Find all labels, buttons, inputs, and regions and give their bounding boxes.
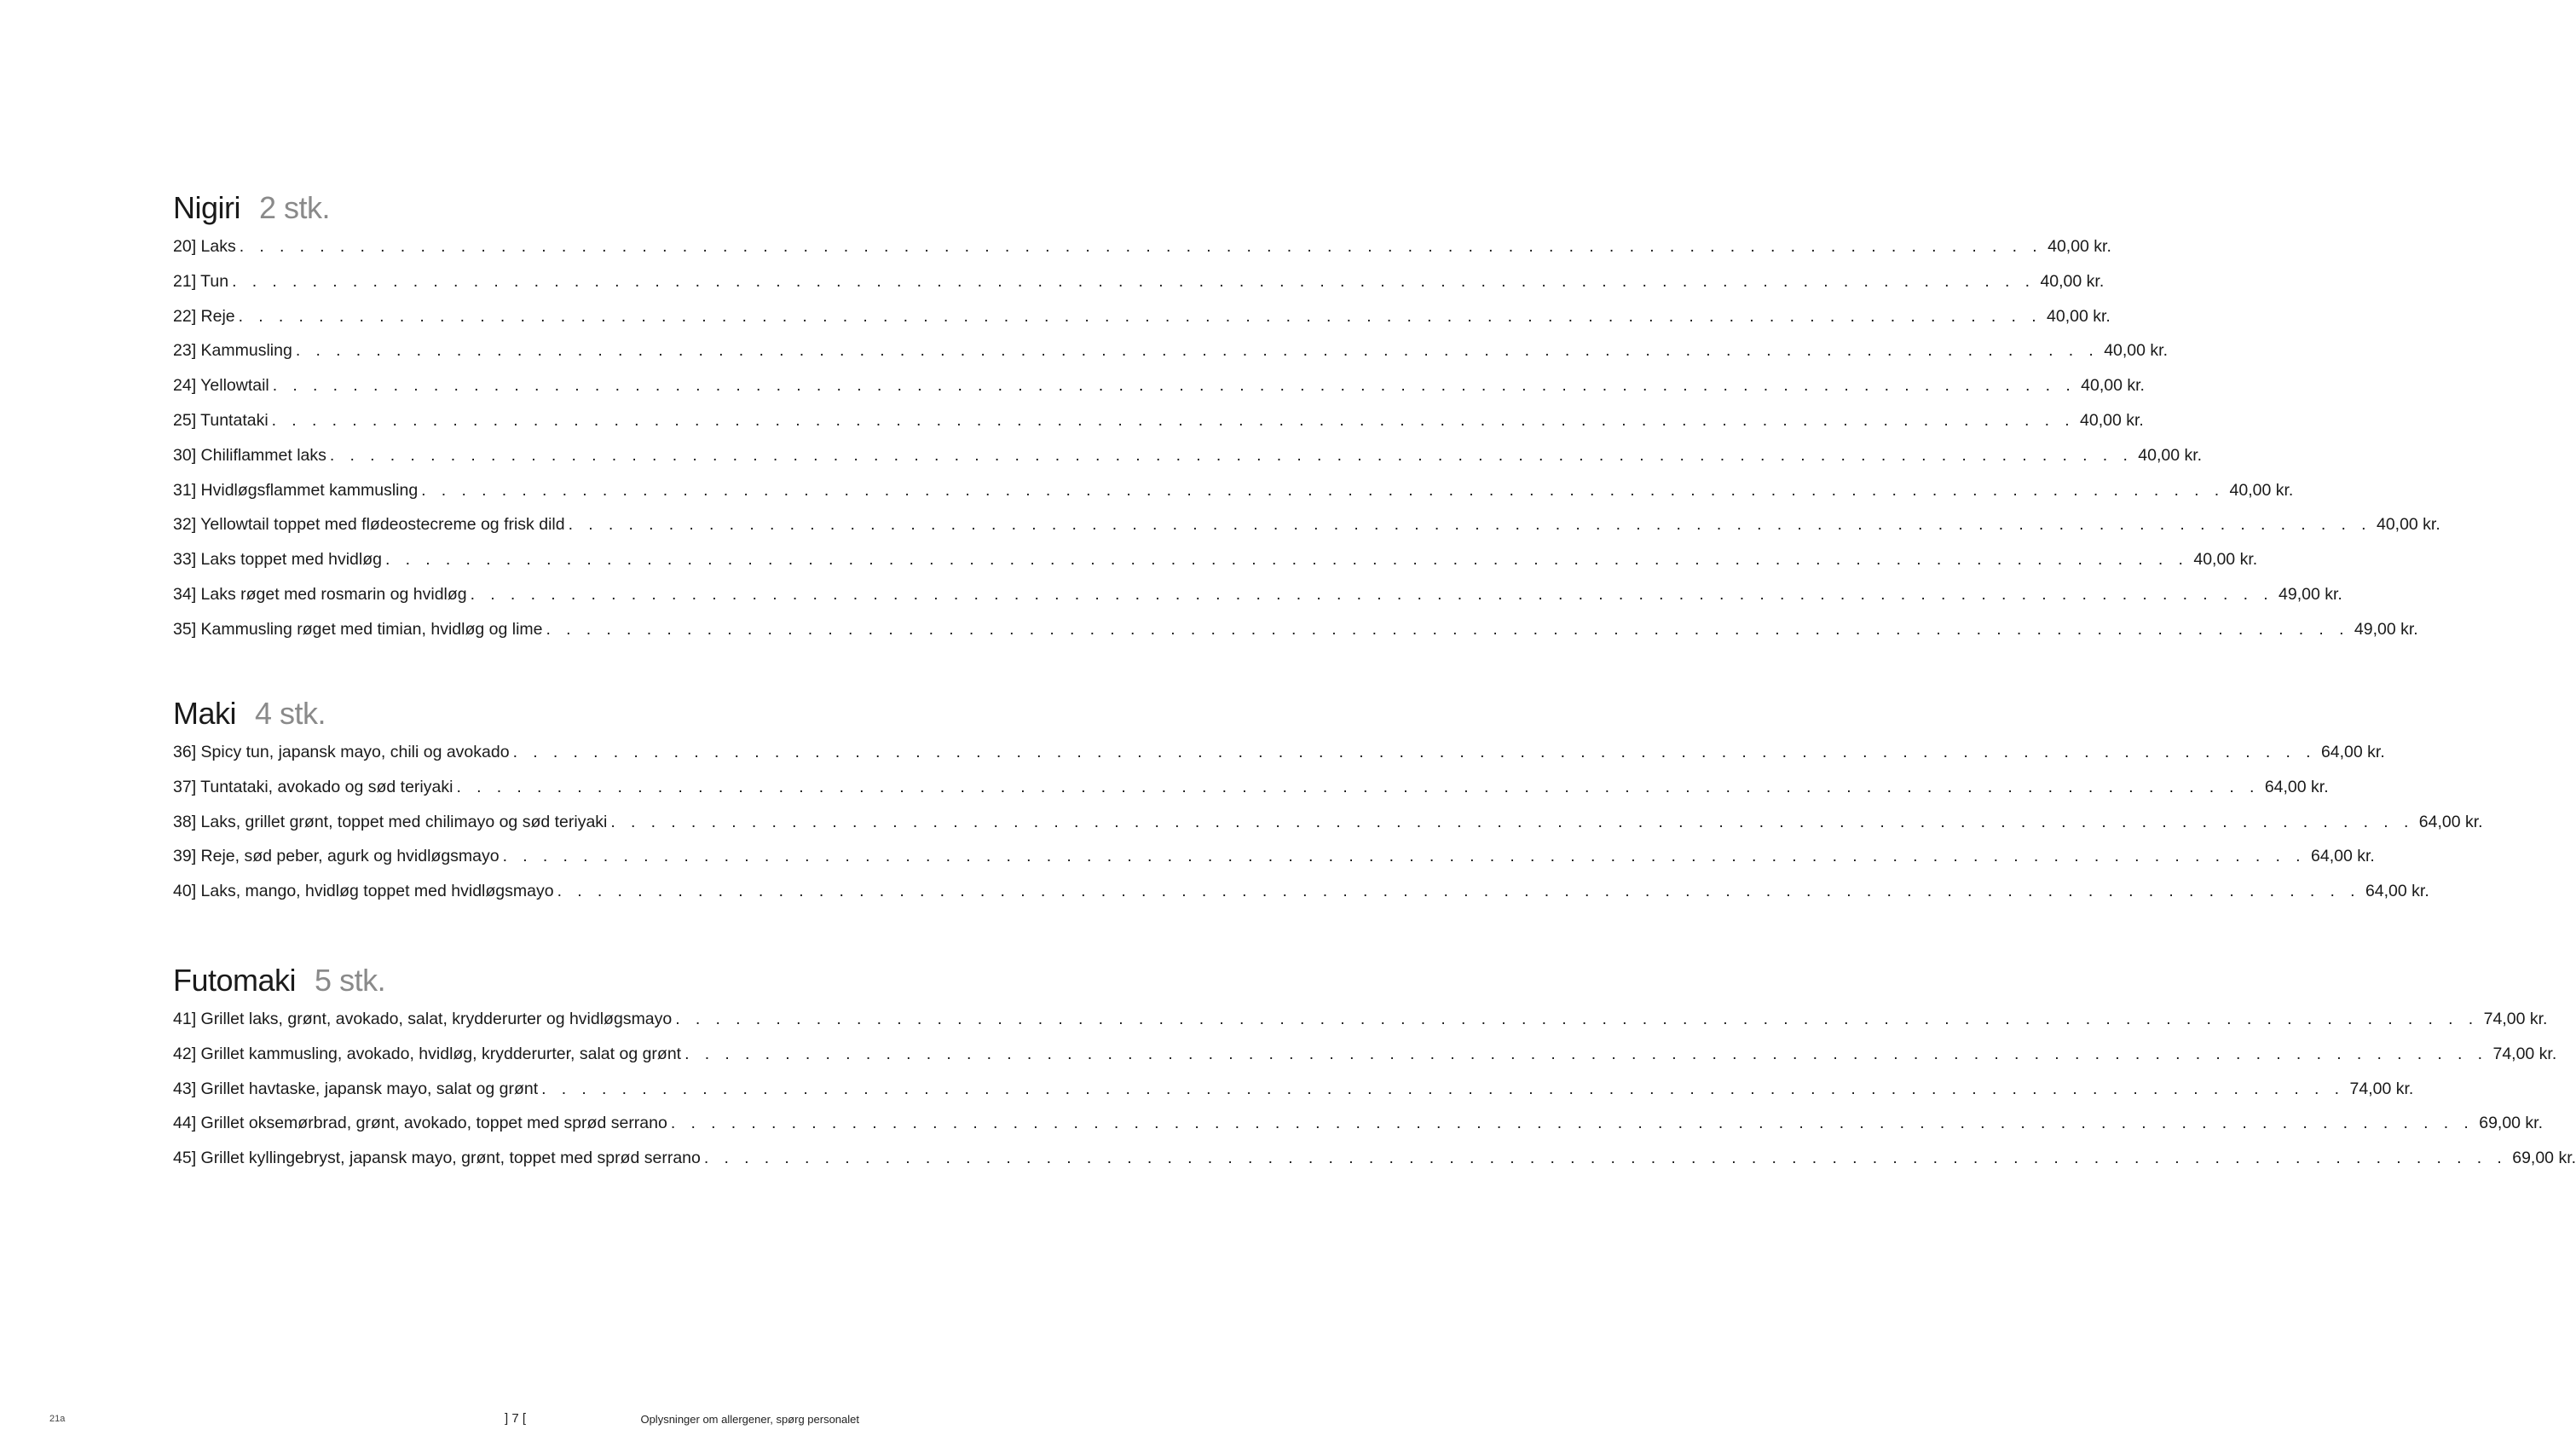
section-title: [173, 961, 859, 1000]
menu-item: [173, 874, 2429, 909]
menu-item-price: 49,00 kr.: [2354, 619, 2418, 639]
menu-item: [173, 612, 2418, 647]
menu-item-name: 30] Chiliflammet laks: [173, 445, 326, 465]
menu-item: [173, 577, 2342, 612]
menu-item-price: 74,00 kr.: [2483, 1010, 2548, 1028]
menu-item-price: 64,00 kr.: [2320, 743, 2385, 761]
menu-item: [173, 507, 2440, 542]
dot-leader: . . . . . . . . . . . . . . . . . . . . . . . . . . . . . . . . . . . . . . . . . . . . . . . . . . . . . . . . . . . . . . . . . . . . . . . . . . . . . . . . . . . . . . . . . .: [541, 1079, 2345, 1098]
menu-item-price: 40,00 kr.: [2104, 341, 2169, 361]
menu-item-price: 40,00 kr.: [2047, 306, 2111, 326]
menu-item-name: 39] Reje, sød peber, agurk og hvidløgsmayo: [173, 847, 500, 866]
section-title-text: Futomaki: [173, 963, 297, 998]
dot-leader: . . . . . . . . . . . . . . . . . . . . . . . . . . . . . . . . . . . . . . . . . . . . . . . . . . . . . . . . . . . . . . . . . . . . . . . . . . . . . . . . . . . . . . . . . .: [384, 550, 2189, 570]
dot-leader: . . . . . . . . . . . . . . . . . . . . . . . . . . . . . . . . . . . . . . . . . . . . . . . . . . . . . . . . . . . . . . . . . . . . . . . . . . . . . . . . . . . . . . . . . .: [557, 882, 2360, 901]
menu-item-name: 23] Kammusling: [173, 341, 292, 361]
menu-item-price: 40,00 kr.: [2138, 445, 2203, 465]
menu-item: [173, 839, 2375, 874]
menu-item-name: 33] Laks toppet med hvidløg: [173, 550, 382, 570]
menu-item: [173, 333, 2169, 368]
menu-item-name: 36] Spicy tun, japansk mayo, chili og avokado: [173, 743, 510, 761]
menu-item-price: 40,00 kr.: [2040, 271, 2105, 291]
menu-item: [173, 264, 2105, 299]
menu-item: [173, 542, 2258, 577]
menu-item-name: 44] Grillet oksemørbrad, grønt, avokado, toppet med sprød serrano: [173, 1114, 667, 1133]
dot-leader: . . . . . . . . . . . . . . . . . . . . . . . . . . . . . . . . . . . . . . . . . . . . . . . . . . . . . . . . . . . . . . . . . . . . . . . . . . . . . . . . . . . . . . . . . .: [512, 743, 2316, 761]
menu-item-price: 49,00 kr.: [2279, 584, 2342, 604]
dot-leader: . . . . . . . . . . . . . . . . . . . . . . . . . . . . . . . . . . . . . . . . . . . . . . . . . . . . . . . . . . . . . . . . . . . . . . . . . . . . . . . . . . . . . . . . . .: [703, 1149, 2508, 1168]
menu-item-name: 38] Laks, grillet grønt, toppet med chilimayo og sød teriyaki: [173, 812, 608, 831]
menu-item-price: 74,00 kr.: [2349, 1079, 2414, 1098]
dot-leader: . . . . . . . . . . . . . . . . . . . . . . . . . . . . . . . . . . . . . . . . . . . . . . . . . . . . . . . . . . . . . . . . . . . . . . . . . . . . . . . . . . . . . . . . . .: [239, 237, 2043, 256]
section-title: [173, 188, 859, 228]
dot-leader: . . . . . . . . . . . . . . . . . . . . . . . . . . . . . . . . . . . . . . . . . . . . . . . . . . . . . . . . . . . . . . . . . . . . . . . . . . . . . . . . . . . . . . . . . .: [238, 306, 2042, 326]
menu-item-price: 64,00 kr.: [2311, 847, 2375, 866]
menu-item: [173, 368, 2145, 403]
dot-leader: . . . . . . . . . . . . . . . . . . . . . . . . . . . . . . . . . . . . . . . . . . . . . . . . . . . . . . . . . . . . . . . . . . . . . . . . . . . . . . . . . . . . . . . . . .: [271, 410, 2076, 430]
menu-item-name: 37] Tuntataki, avokado og sød teriyaki: [173, 777, 453, 796]
menu-item-price: 74,00 kr.: [2492, 1044, 2557, 1063]
menu-item-price: 40,00 kr.: [2229, 480, 2294, 500]
dot-leader: . . . . . . . . . . . . . . . . . . . . . . . . . . . . . . . . . . . . . . . . . . . . . . . . . . . . . . . . . . . . . . . . . . . . . . . . . . . . . . . . . . . . . . . . . .: [670, 1114, 2475, 1133]
menu-item: [173, 1106, 2544, 1141]
menu-item: [173, 1072, 2414, 1107]
menu-item: [173, 1002, 2548, 1037]
menu-item-price: 40,00 kr.: [2080, 410, 2144, 430]
menu-item-name: 20] Laks: [173, 237, 236, 256]
menu-item-name: 43] Grillet havtaske, japansk mayo, salat og grønt: [173, 1079, 539, 1098]
section-title: [173, 694, 859, 733]
allergen-note: Oplysninger om allergener, spørg personalet: [640, 1413, 859, 1426]
menu-item-price: 40,00 kr.: [2193, 550, 2258, 570]
section-count: 5 stk.: [315, 963, 386, 998]
menu-item-name: 21] Tun: [173, 271, 229, 291]
menu-item-name: 35] Kammusling røget med timian, hvidløg og lime: [173, 619, 543, 639]
section-count: 2 stk.: [259, 190, 331, 225]
dot-leader: . . . . . . . . . . . . . . . . . . . . . . . . . . . . . . . . . . . . . . . . . . . . . . . . . . . . . . . . . . . . . . . . . . . . . . . . . . . . . . . . . . . . . . . . . .: [546, 619, 2349, 639]
menu-item-name: 41] Grillet laks, grønt, avokado, salat, krydderurter og hvidløgsmayo: [173, 1010, 673, 1028]
menu-item-price: 64,00 kr.: [2365, 882, 2429, 901]
menu-item-name: 25] Tuntataki: [173, 410, 269, 430]
menu-item-price: 64,00 kr.: [2264, 777, 2329, 796]
menu-item-name: 42] Grillet kammusling, avokado, hvidløg, krydderurter, salat og grønt: [173, 1044, 682, 1063]
dot-leader: . . . . . . . . . . . . . . . . . . . . . . . . . . . . . . . . . . . . . . . . . . . . . . . . . . . . . . . . . . . . . . . . . . . . . . . . . . . . . . . . . . . . . . . . . .: [675, 1010, 2479, 1028]
menu-item-name: 40] Laks, mango, hvidløg toppet med hvidløgsmayo: [173, 882, 554, 901]
menu-item-price: 40,00 kr.: [2081, 376, 2145, 396]
dot-leader: . . . . . . . . . . . . . . . . . . . . . . . . . . . . . . . . . . . . . . . . . . . . . . . . . . . . . . . . . . . . . . . . . . . . . . . . . . . . . . . . . . . . . . . . . .: [470, 584, 2274, 604]
menu-item-price: 40,00 kr.: [2048, 237, 2111, 256]
page-code: 21a: [49, 1414, 66, 1424]
menu-item-name: 22] Reje: [173, 306, 235, 326]
menu-list: [173, 229, 2440, 647]
dot-leader: . . . . . . . . . . . . . . . . . . . . . . . . . . . . . . . . . . . . . . . . . . . . . . . . . . . . . . . . . . . . . . . . . . . . . . . . . . . . . . . . . . . . . . . . . .: [610, 812, 2414, 831]
menu-item: [173, 438, 2203, 473]
section-title-text: Nigiri: [173, 190, 241, 225]
menu-item-name: 34] Laks røget med rosmarin og hvidløg: [173, 584, 467, 604]
menu-item: [173, 770, 2329, 805]
dot-leader: . . . . . . . . . . . . . . . . . . . . . . . . . . . . . . . . . . . . . . . . . . . . . . . . . . . . . . . . . . . . . . . . . . . . . . . . . . . . . . . . . . . . . . . . . .: [295, 341, 2099, 361]
menu-item: [173, 473, 2294, 508]
menu-list: [173, 1002, 2576, 1176]
dot-leader: . . . . . . . . . . . . . . . . . . . . . . . . . . . . . . . . . . . . . . . . . . . . . . . . . . . . . . . . . . . . . . . . . . . . . . . . . . . . . . . . . . . . . . . . . .: [421, 480, 2225, 500]
dot-leader: . . . . . . . . . . . . . . . . . . . . . . . . . . . . . . . . . . . . . . . . . . . . . . . . . . . . . . . . . . . . . . . . . . . . . . . . . . . . . . . . . . . . . . . . . .: [232, 271, 2036, 291]
section-count: 4 stk.: [255, 696, 326, 731]
dot-leader: . . . . . . . . . . . . . . . . . . . . . . . . . . . . . . . . . . . . . . . . . . . . . . . . . . . . . . . . . . . . . . . . . . . . . . . . . . . . . . . . . . . . . . . . . .: [456, 777, 2260, 796]
menu-item-price: 69,00 kr.: [2479, 1114, 2544, 1133]
section-title-text: Maki: [173, 696, 237, 731]
menu-item-name: 32] Yellowtail toppet med flødeostecreme og frisk dild: [173, 515, 565, 535]
menu-item-price: 40,00 kr.: [2376, 515, 2440, 535]
menu-item-price: 64,00 kr.: [2418, 812, 2483, 831]
menu-item: [173, 1141, 2576, 1176]
menu-list: [173, 735, 2483, 909]
menu-item: [173, 229, 2111, 264]
menu-item-name: 31] Hvidløgsflammet kammusling: [173, 480, 419, 500]
menu-item-price: 69,00 kr.: [2512, 1149, 2576, 1168]
menu-item-name: 45] Grillet kyllingebryst, japansk mayo, grønt, toppet med sprød serrano: [173, 1149, 701, 1168]
section-nigiri: [173, 188, 2440, 647]
dot-leader: . . . . . . . . . . . . . . . . . . . . . . . . . . . . . . . . . . . . . . . . . . . . . . . . . . . . . . . . . . . . . . . . . . . . . . . . . . . . . . . . . . . . . . . . . .: [684, 1044, 2488, 1063]
dot-leader: . . . . . . . . . . . . . . . . . . . . . . . . . . . . . . . . . . . . . . . . . . . . . . . . . . . . . . . . . . . . . . . . . . . . . . . . . . . . . . . . . . . . . . . . . .: [502, 847, 2306, 866]
menu-item: [173, 299, 2111, 334]
menu-item: [173, 403, 2144, 438]
dot-leader: . . . . . . . . . . . . . . . . . . . . . . . . . . . . . . . . . . . . . . . . . . . . . . . . . . . . . . . . . . . . . . . . . . . . . . . . . . . . . . . . . . . . . . . . . .: [272, 376, 2076, 396]
section-maki: [173, 694, 2483, 909]
dot-leader: . . . . . . . . . . . . . . . . . . . . . . . . . . . . . . . . . . . . . . . . . . . . . . . . . . . . . . . . . . . . . . . . . . . . . . . . . . . . . . . . . . . . . . . . . .: [329, 445, 2134, 465]
menu-item: [173, 805, 2483, 840]
page-number: ] 7 [: [505, 1411, 527, 1426]
menu-item: [173, 1037, 2557, 1072]
section-futomaki: [173, 961, 2576, 1176]
dot-leader: . . . . . . . . . . . . . . . . . . . . . . . . . . . . . . . . . . . . . . . . . . . . . . . . . . . . . . . . . . . . . . . . . . . . . . . . . . . . . . . . . . . . . . . . . .: [568, 515, 2371, 535]
menu-item-name: 24] Yellowtail: [173, 376, 269, 396]
menu-item: [173, 735, 2385, 770]
